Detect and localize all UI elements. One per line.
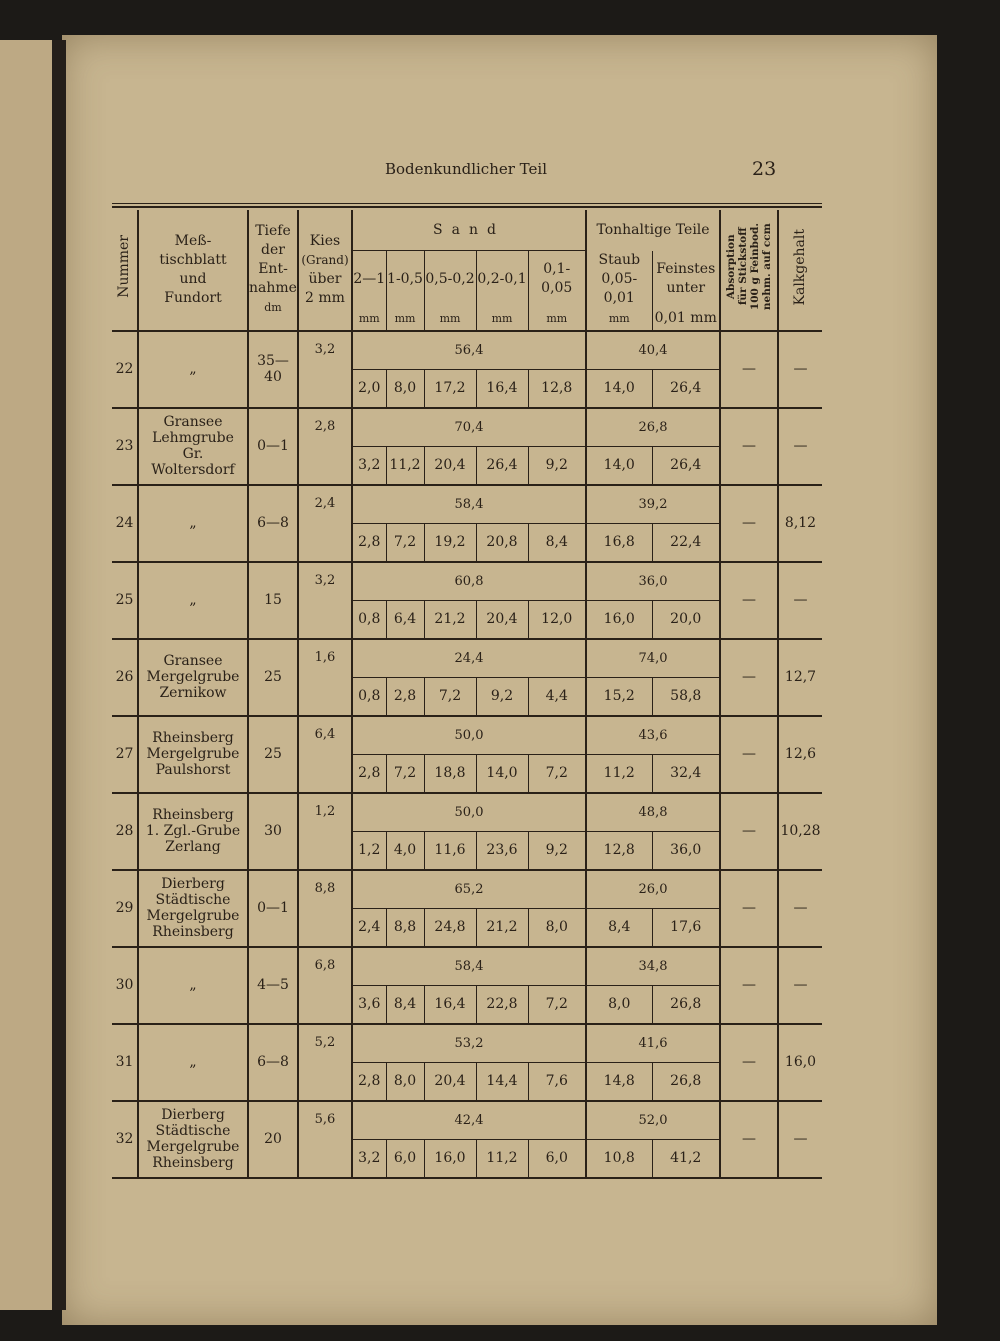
staub: 10,8 [586,1139,652,1178]
sand-fraction: 2,8 [352,523,386,562]
fundort-line: „ [189,977,197,993]
sand-fraction: 2,0 [352,369,386,408]
tiefe: 15 [248,562,298,639]
soil-analysis-table [112,210,822,1179]
kies: 6,8 [298,947,352,1024]
row-number: 24 [112,485,138,562]
sand-fraction: 24,8 [424,908,476,947]
fundort-line: Zerlang [165,839,221,855]
row-number: 27 [112,716,138,793]
staub: 12,8 [586,831,652,870]
fundort-line: Rheinsberg [152,924,234,940]
sand-fraction: 20,8 [476,523,528,562]
col-nummer: Nummer [112,210,138,331]
absorption: — [720,870,778,947]
absorption: — [720,947,778,1024]
sand-sub-1: 2—1 [353,270,386,287]
feinstes: 36,0 [652,831,720,870]
sand-total: 53,2 [352,1024,586,1063]
sand-fraction: 19,2 [424,523,476,562]
tiefe: 35—40 [248,331,298,408]
sand-fraction: 6,4 [386,600,424,639]
kies: 5,6 [298,1101,352,1178]
sand-fraction: 21,2 [424,600,476,639]
sand-fraction: 21,2 [476,908,528,947]
fundort [138,793,248,870]
sand-fraction: 3,2 [352,1139,386,1178]
feinstes: 41,2 [652,1139,720,1178]
top-rule [112,203,822,204]
fundort [138,485,248,562]
kalkgehalt: 10,28 [778,793,822,870]
feinstes: 26,8 [652,985,720,1024]
sand-fraction: 7,6 [528,1062,586,1101]
fundort-line: Dierberg [161,1107,225,1123]
feinstes-unit: 0,01 mm [652,308,720,331]
sand-fraction: 20,4 [424,446,476,485]
tiefe: 20 [248,1101,298,1178]
absorption: — [720,408,778,485]
ton-total: 41,6 [586,1024,720,1063]
sand-sub-2: 1-0,5 [386,251,424,308]
sand-fraction: 26,4 [476,446,528,485]
ton-total: 26,8 [586,408,720,447]
sand-fraction: 14,0 [476,754,528,793]
fundort-line: „ [189,361,197,377]
sand-sub-3: 0,5-0,2 [424,251,476,308]
kalkgehalt: 16,0 [778,1024,822,1101]
fundort-line: Mergelgrube [146,908,240,924]
fundort-line: 1. Zgl.-Grube [145,823,241,839]
absorption: — [720,716,778,793]
row-number: 26 [112,639,138,716]
col-staub: Staub 0,05-0,01 [598,251,641,306]
sand-fraction: 7,2 [386,754,424,793]
sand-fraction: 11,6 [424,831,476,870]
row-number: 22 [112,331,138,408]
kalkgehalt: 12,7 [778,639,822,716]
fundort-line: Mergelgrube [146,746,240,762]
sand-fraction: 11,2 [386,446,424,485]
fundort-line: Dierberg [161,876,225,892]
ton-total: 74,0 [586,639,720,678]
kalkgehalt: — [778,408,822,485]
tiefe: 25 [248,639,298,716]
absorption: — [720,331,778,408]
ton-total: 40,4 [586,331,720,370]
tiefe: 0—1 [248,408,298,485]
kies: 3,2 [298,562,352,639]
sand-fraction: 23,6 [476,831,528,870]
top-rule-thick [112,206,822,208]
sand-fraction: 2,8 [352,1062,386,1101]
sand-fraction: 16,4 [476,369,528,408]
sand-fraction: 6,0 [528,1139,586,1178]
fundort-line: Gransee [163,414,223,430]
tiefe: 4—5 [248,947,298,1024]
ton-total: 39,2 [586,485,720,524]
staub: 8,0 [586,985,652,1024]
staub: 16,0 [586,600,652,639]
fundort-line: Rheinsberg [152,1155,234,1171]
kies: 1,6 [298,639,352,716]
feinstes: 20,0 [652,600,720,639]
unit-mm: mm [352,308,386,331]
fundort-line: Mergelgrube [146,1139,240,1155]
col-absorption: Absorption für Stickstoff 100 g Feinbod. nehm. auf ccm [720,210,778,331]
fundort-line: „ [189,1054,197,1070]
staub: 14,0 [586,369,652,408]
row-number: 28 [112,793,138,870]
sand-fraction: 9,2 [528,446,586,485]
row-number: 25 [112,562,138,639]
sand-fraction: 6,0 [386,1139,424,1178]
col-feinstes: Feinstes unter [652,251,720,308]
col-kies: Kies (Grand) über 2 mm [298,210,352,331]
sand-fraction: 2,8 [386,677,424,716]
sand-total: 58,4 [352,947,586,986]
fundort [138,408,248,485]
fundort-line: Lehmgrube [152,430,234,446]
ton-total: 43,6 [586,716,720,755]
kalkgehalt: — [778,870,822,947]
sand-sub-4: 0,2-0,1 [476,251,528,308]
sand-fraction: 3,2 [352,446,386,485]
sand-fraction: 8,0 [386,369,424,408]
sand-fraction: 4,4 [528,677,586,716]
sand-total: 50,0 [352,716,586,755]
row-number: 32 [112,1101,138,1178]
kies: 5,2 [298,1024,352,1101]
fundort-line: Städtische [155,892,231,908]
sand-fraction: 16,0 [424,1139,476,1178]
sand-total: 60,8 [352,562,586,601]
sand-fraction: 4,0 [386,831,424,870]
ton-total: 52,0 [586,1101,720,1140]
sand-fraction: 7,2 [386,523,424,562]
sand-fraction: 8,4 [386,985,424,1024]
sand-fraction: 18,8 [424,754,476,793]
fundort-line: Rheinsberg [152,730,234,746]
sand-total: 65,2 [352,870,586,909]
staub: 11,2 [586,754,652,793]
feinstes: 26,4 [652,446,720,485]
kalkgehalt: — [778,562,822,639]
row-number: 29 [112,870,138,947]
unit-mm: mm [528,308,586,331]
ton-total: 26,0 [586,870,720,909]
sand-fraction: 8,8 [386,908,424,947]
col-tiefe: Tiefe der Ent- nahme dm [248,210,298,331]
sand-total: 50,0 [352,793,586,832]
unit-mm: mm [586,308,652,331]
sand-fraction: 17,2 [424,369,476,408]
fundort [138,870,248,947]
feinstes: 26,8 [652,1062,720,1101]
sand-fraction: 7,2 [528,985,586,1024]
sand-fraction: 20,4 [476,600,528,639]
tiefe: 6—8 [248,1024,298,1101]
col-messtischblatt: Meß- tischblatt und Fundort [138,210,248,331]
kies: 2,4 [298,485,352,562]
sand-fraction: 7,2 [528,754,586,793]
sand-fraction: 3,6 [352,985,386,1024]
feinstes: 58,8 [652,677,720,716]
feinstes: 22,4 [652,523,720,562]
sand-fraction: 22,8 [476,985,528,1024]
unit-mm: mm [424,308,476,331]
table-body [112,331,822,1178]
absorption: — [720,639,778,716]
binding-margin [0,40,58,1310]
tiefe: 30 [248,793,298,870]
sand-fraction: 7,2 [424,677,476,716]
staub: 14,8 [586,1062,652,1101]
sand-fraction: 2,4 [352,908,386,947]
fundort-line: „ [189,515,197,531]
sand-fraction: 14,4 [476,1062,528,1101]
sand-fraction: 0,8 [352,600,386,639]
sand-fraction: 16,4 [424,985,476,1024]
absorption: — [720,562,778,639]
sand-fraction: 12,8 [528,369,586,408]
kalkgehalt: 8,12 [778,485,822,562]
kalkgehalt: — [778,947,822,1024]
ton-total: 36,0 [586,562,720,601]
tiefe: 25 [248,716,298,793]
row-number: 23 [112,408,138,485]
absorption: — [720,1101,778,1178]
binding-gutter [52,40,66,1310]
running-title: Bodenkundlicher Teil [385,160,547,178]
sand-fraction: 0,8 [352,677,386,716]
staub: 15,2 [586,677,652,716]
fundort-line: Gransee [163,653,223,669]
page-number: 23 [752,158,777,180]
col-kalkgehalt: Kalkgehalt [778,210,822,331]
sand-total: 58,4 [352,485,586,524]
tiefe: 0—1 [248,870,298,947]
kalkgehalt: — [778,1101,822,1178]
sand-sub-5: 0,1-0,05 [528,251,586,308]
sand-fraction: 11,2 [476,1139,528,1178]
kies: 3,2 [298,331,352,408]
sand-fraction: 20,4 [424,1062,476,1101]
row-number: 30 [112,947,138,1024]
fundort [138,716,248,793]
sand-total: 42,4 [352,1101,586,1140]
kies: 1,2 [298,793,352,870]
kies: 2,8 [298,408,352,485]
kies: 8,8 [298,870,352,947]
fundort-line: Rheinsberg [152,807,234,823]
kalkgehalt: 12,6 [778,716,822,793]
absorption: — [720,1024,778,1101]
fundort [138,947,248,1024]
staub: 8,4 [586,908,652,947]
kies: 6,4 [298,716,352,793]
sand-fraction: 8,0 [528,908,586,947]
tiefe: 6—8 [248,485,298,562]
absorption: — [720,793,778,870]
fundort [138,1024,248,1101]
fundort-line: Mergelgrube [146,669,240,685]
sand-total: 24,4 [352,639,586,678]
sand-fraction: 1,2 [352,831,386,870]
absorption: — [720,485,778,562]
fundort-line: „ [189,592,197,608]
fundort-line: Paulshorst [155,762,231,778]
sand-total: 70,4 [352,408,586,447]
ton-total: 34,8 [586,947,720,986]
feinstes: 26,4 [652,369,720,408]
sand-fraction: 8,4 [528,523,586,562]
sand-fraction: 12,0 [528,600,586,639]
staub: 16,8 [586,523,652,562]
ton-total: 48,8 [586,793,720,832]
unit-mm: mm [476,308,528,331]
fundort [138,331,248,408]
row-number: 31 [112,1024,138,1101]
kalkgehalt: — [778,331,822,408]
fundort [138,1101,248,1178]
col-sand: Sand [352,210,586,251]
sand-fraction: 9,2 [528,831,586,870]
staub: 14,0 [586,446,652,485]
fundort [138,562,248,639]
unit-mm: mm [386,308,424,331]
sand-fraction: 8,0 [386,1062,424,1101]
feinstes: 17,6 [652,908,720,947]
fundort-line: Zernikow [159,685,227,701]
sand-fraction: 2,8 [352,754,386,793]
fundort [138,639,248,716]
col-tonhaltige: Tonhaltige Teile [586,210,720,251]
sand-fraction: 9,2 [476,677,528,716]
sand-total: 56,4 [352,331,586,370]
feinstes: 32,4 [652,754,720,793]
fundort-line: Städtische [155,1123,231,1139]
fundort-line: Gr. Woltersdorf [151,446,235,478]
